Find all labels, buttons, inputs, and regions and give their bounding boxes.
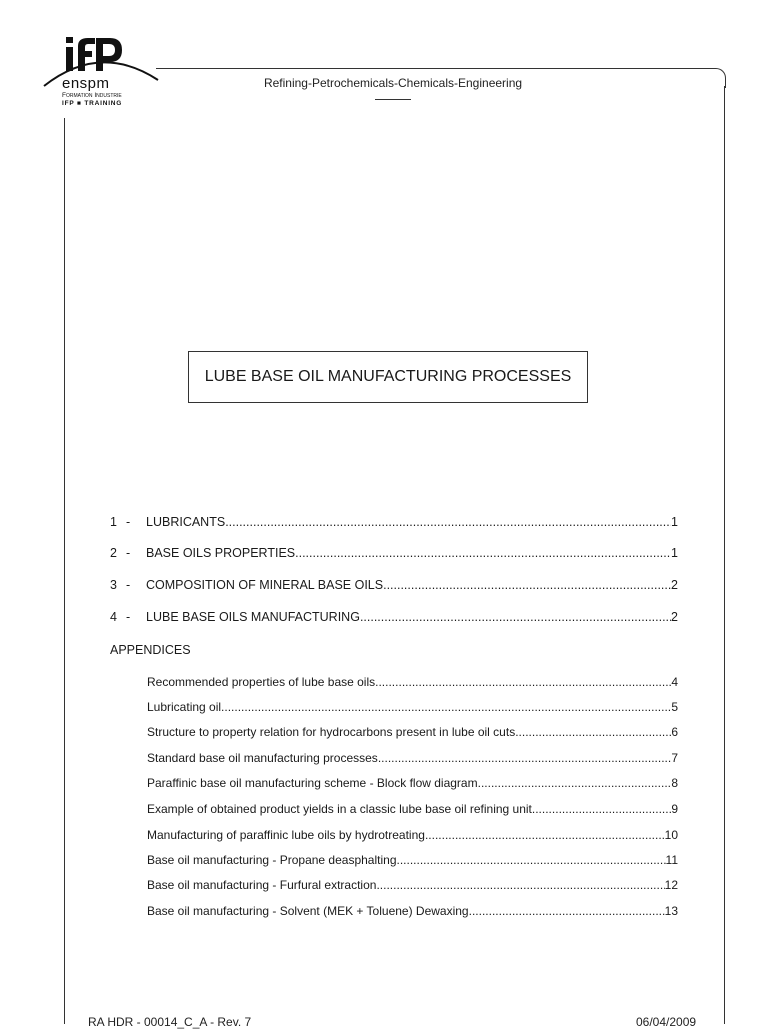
toc-dash: - [126, 578, 131, 592]
toc-label: COMPOSITION OF MINERAL BASE OILS [146, 578, 384, 592]
toc-entry[interactable] [110, 575, 678, 595]
appendix-page: 9 [671, 802, 678, 816]
appendix-leader-dots [221, 698, 671, 716]
appendix-entry[interactable] [147, 698, 678, 716]
header-title: Refining-Petrochemicals-Chemicals-Engineering [263, 76, 523, 90]
appendix-leader-dots [378, 749, 672, 767]
logo-formation-text: Formation Industrie [62, 92, 122, 99]
appendix-page: 5 [671, 700, 678, 714]
appendix-page: 12 [664, 878, 678, 892]
appendix-label: Base oil manufacturing - Propane deasphalting [147, 853, 397, 867]
ifp-enspm-logo [40, 36, 162, 112]
footer-reference: RA HDR - 00014_C_A - Rev. 7 [88, 1015, 252, 1029]
toc-number: 4 [110, 610, 117, 624]
toc-label: LUBRICANTS [146, 515, 226, 529]
logo-enspm-text: enspm [62, 75, 110, 92]
appendix-label: Lubricating oil [147, 700, 222, 714]
toc-entry[interactable] [110, 512, 678, 532]
frame-right-border [724, 86, 725, 1024]
toc-dash: - [126, 546, 131, 560]
appendix-label: Example of obtained product yields in a classic lube base oil refining unit [147, 802, 532, 816]
toc-page: 2 [671, 610, 678, 624]
toc-dash: - [126, 515, 131, 529]
toc-page: 1 [671, 546, 678, 560]
appendix-label: Standard base oil manufacturing processes [147, 751, 378, 765]
toc-entry[interactable] [110, 543, 678, 563]
toc-entry[interactable] [110, 607, 678, 627]
appendix-label: Base oil manufacturing - Solvent (MEK + Toluene) Dewaxing [147, 904, 469, 918]
document-title: LUBE BASE OIL MANUFACTURING PROCESSES [204, 368, 572, 385]
appendix-entry[interactable] [147, 800, 678, 818]
appendix-leader-dots [532, 800, 671, 818]
toc-number: 3 [110, 578, 117, 592]
toc-leader-dots [383, 575, 671, 595]
appendix-leader-dots [469, 902, 665, 920]
appendix-page: 8 [671, 776, 678, 790]
toc-label: LUBE BASE OILS MANUFACTURING [146, 610, 360, 624]
header-rule [375, 99, 411, 100]
toc-number: 1 [110, 515, 117, 529]
appendix-entry[interactable] [147, 876, 678, 894]
appendix-leader-dots [515, 723, 671, 741]
appendix-entry[interactable] [147, 902, 678, 920]
appendix-label: Base oil manufacturing - Furfural extraction [147, 878, 377, 892]
appendix-page: 7 [671, 751, 678, 765]
appendix-page: 6 [671, 725, 678, 739]
appendix-entry[interactable] [147, 673, 678, 691]
appendix-page: 11 [665, 853, 678, 867]
appendix-label: Recommended properties of lube base oils [147, 675, 376, 689]
appendix-leader-dots [425, 826, 665, 844]
appendix-entry[interactable] [147, 774, 678, 792]
appendix-leader-dots [376, 876, 664, 894]
appendix-label: Paraffinic base oil manufacturing scheme - Block flow diagram [147, 776, 478, 790]
appendix-entry[interactable] [147, 723, 678, 741]
toc-dash: - [126, 610, 131, 624]
toc-page: 1 [671, 515, 678, 529]
appendix-label: Structure to property relation for hydrocarbons present in lube oil cuts [147, 725, 516, 739]
appendix-entry[interactable] [147, 851, 678, 869]
document-title-box [188, 351, 588, 403]
frame-top-border [156, 68, 710, 69]
appendix-page: 13 [664, 904, 678, 918]
toc-leader-dots [295, 543, 671, 563]
appendix-label: Manufacturing of paraffinic lube oils by hydrotreating [147, 828, 425, 842]
appendix-leader-dots [478, 774, 672, 792]
appendix-leader-dots [375, 673, 671, 691]
appendix-entry[interactable] [147, 749, 678, 767]
toc-leader-dots [225, 512, 671, 532]
appendix-leader-dots [397, 851, 666, 869]
logo-ifp-training-text: IFP ■ TRAINING [62, 100, 123, 107]
appendix-page: 10 [664, 828, 678, 842]
appendix-page: 4 [671, 675, 678, 689]
footer-date: 06/04/2009 [636, 1015, 697, 1029]
toc-leader-dots [360, 607, 671, 627]
toc-page: 2 [671, 578, 678, 592]
appendix-entry[interactable] [147, 826, 678, 844]
appendices-heading: APPENDICES [110, 643, 191, 657]
frame-left-border [64, 118, 65, 1024]
toc-label: BASE OILS PROPERTIES [146, 546, 296, 560]
toc-number: 2 [110, 546, 117, 560]
